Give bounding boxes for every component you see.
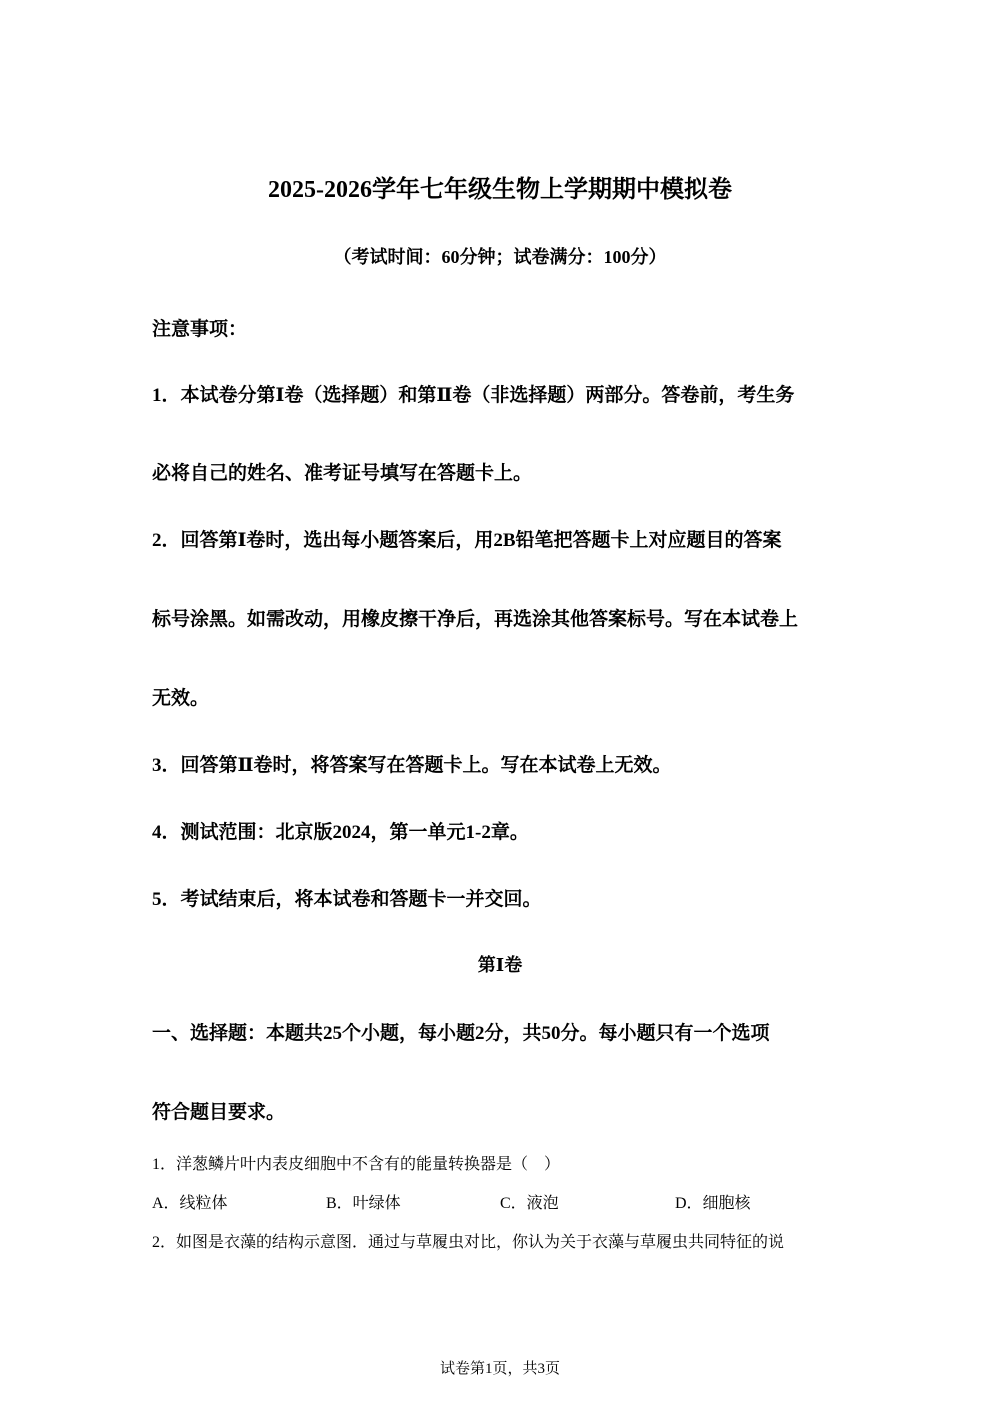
notice-line: 1．本试卷分第Ⅰ卷（选择题）和第Ⅱ卷（非选择题）两部分。答卷前，考生务: [152, 385, 795, 406]
notice-line: 2．回答第Ⅰ卷时，选出每小题答案后，用2B铅笔把答题卡上对应题目的答案: [152, 530, 782, 551]
notice-line: 标号涂黑。如需改动，用橡皮擦干净后，再选涂其他答案标号。写在本试卷上: [152, 609, 799, 630]
notice-heading: 注意事项：: [152, 319, 248, 340]
section-title: 第Ⅰ卷: [477, 955, 523, 975]
notice-line: 3．回答第Ⅱ卷时，将答案写在答题卡上。写在本试卷上无效。: [152, 755, 672, 776]
notice-line: 4．测试范围：北京版2024，第一单元1-2章。: [152, 822, 529, 843]
exam-title: 2025-2026学年七年级生物上学期期中模拟卷: [268, 177, 732, 203]
question-option: B．叶绿体: [326, 1195, 401, 1212]
question-option: D．细胞核: [675, 1195, 751, 1212]
question-stem: 1．洋葱鳞片叶内表皮细胞中不含有的能量转换器是（ ）: [152, 1156, 561, 1173]
page-footer: 试卷第1页，共3页: [439, 1361, 560, 1377]
question-option: C．液泡: [500, 1195, 559, 1212]
question-stem: 2．如图是衣藻的结构示意图．通过与草履虫对比，你认为关于衣藻与草履虫共同特征的说: [152, 1234, 785, 1251]
exam-subtitle: （考试时间：60分钟；试卷满分：100分）: [333, 247, 667, 267]
part-heading-line: 符合题目要求。: [152, 1102, 286, 1123]
notice-line: 必将自己的姓名、准考证号填写在答题卡上。: [152, 463, 533, 484]
part-heading-line: 一、选择题：本题共25个小题，每小题2分，共50分。每小题只有一个选项: [152, 1023, 770, 1044]
question-option: A．线粒体: [152, 1195, 228, 1212]
notice-line: 无效。: [152, 688, 210, 709]
notice-line: 5．考试结束后，将本试卷和答题卡一并交回。: [152, 889, 542, 910]
